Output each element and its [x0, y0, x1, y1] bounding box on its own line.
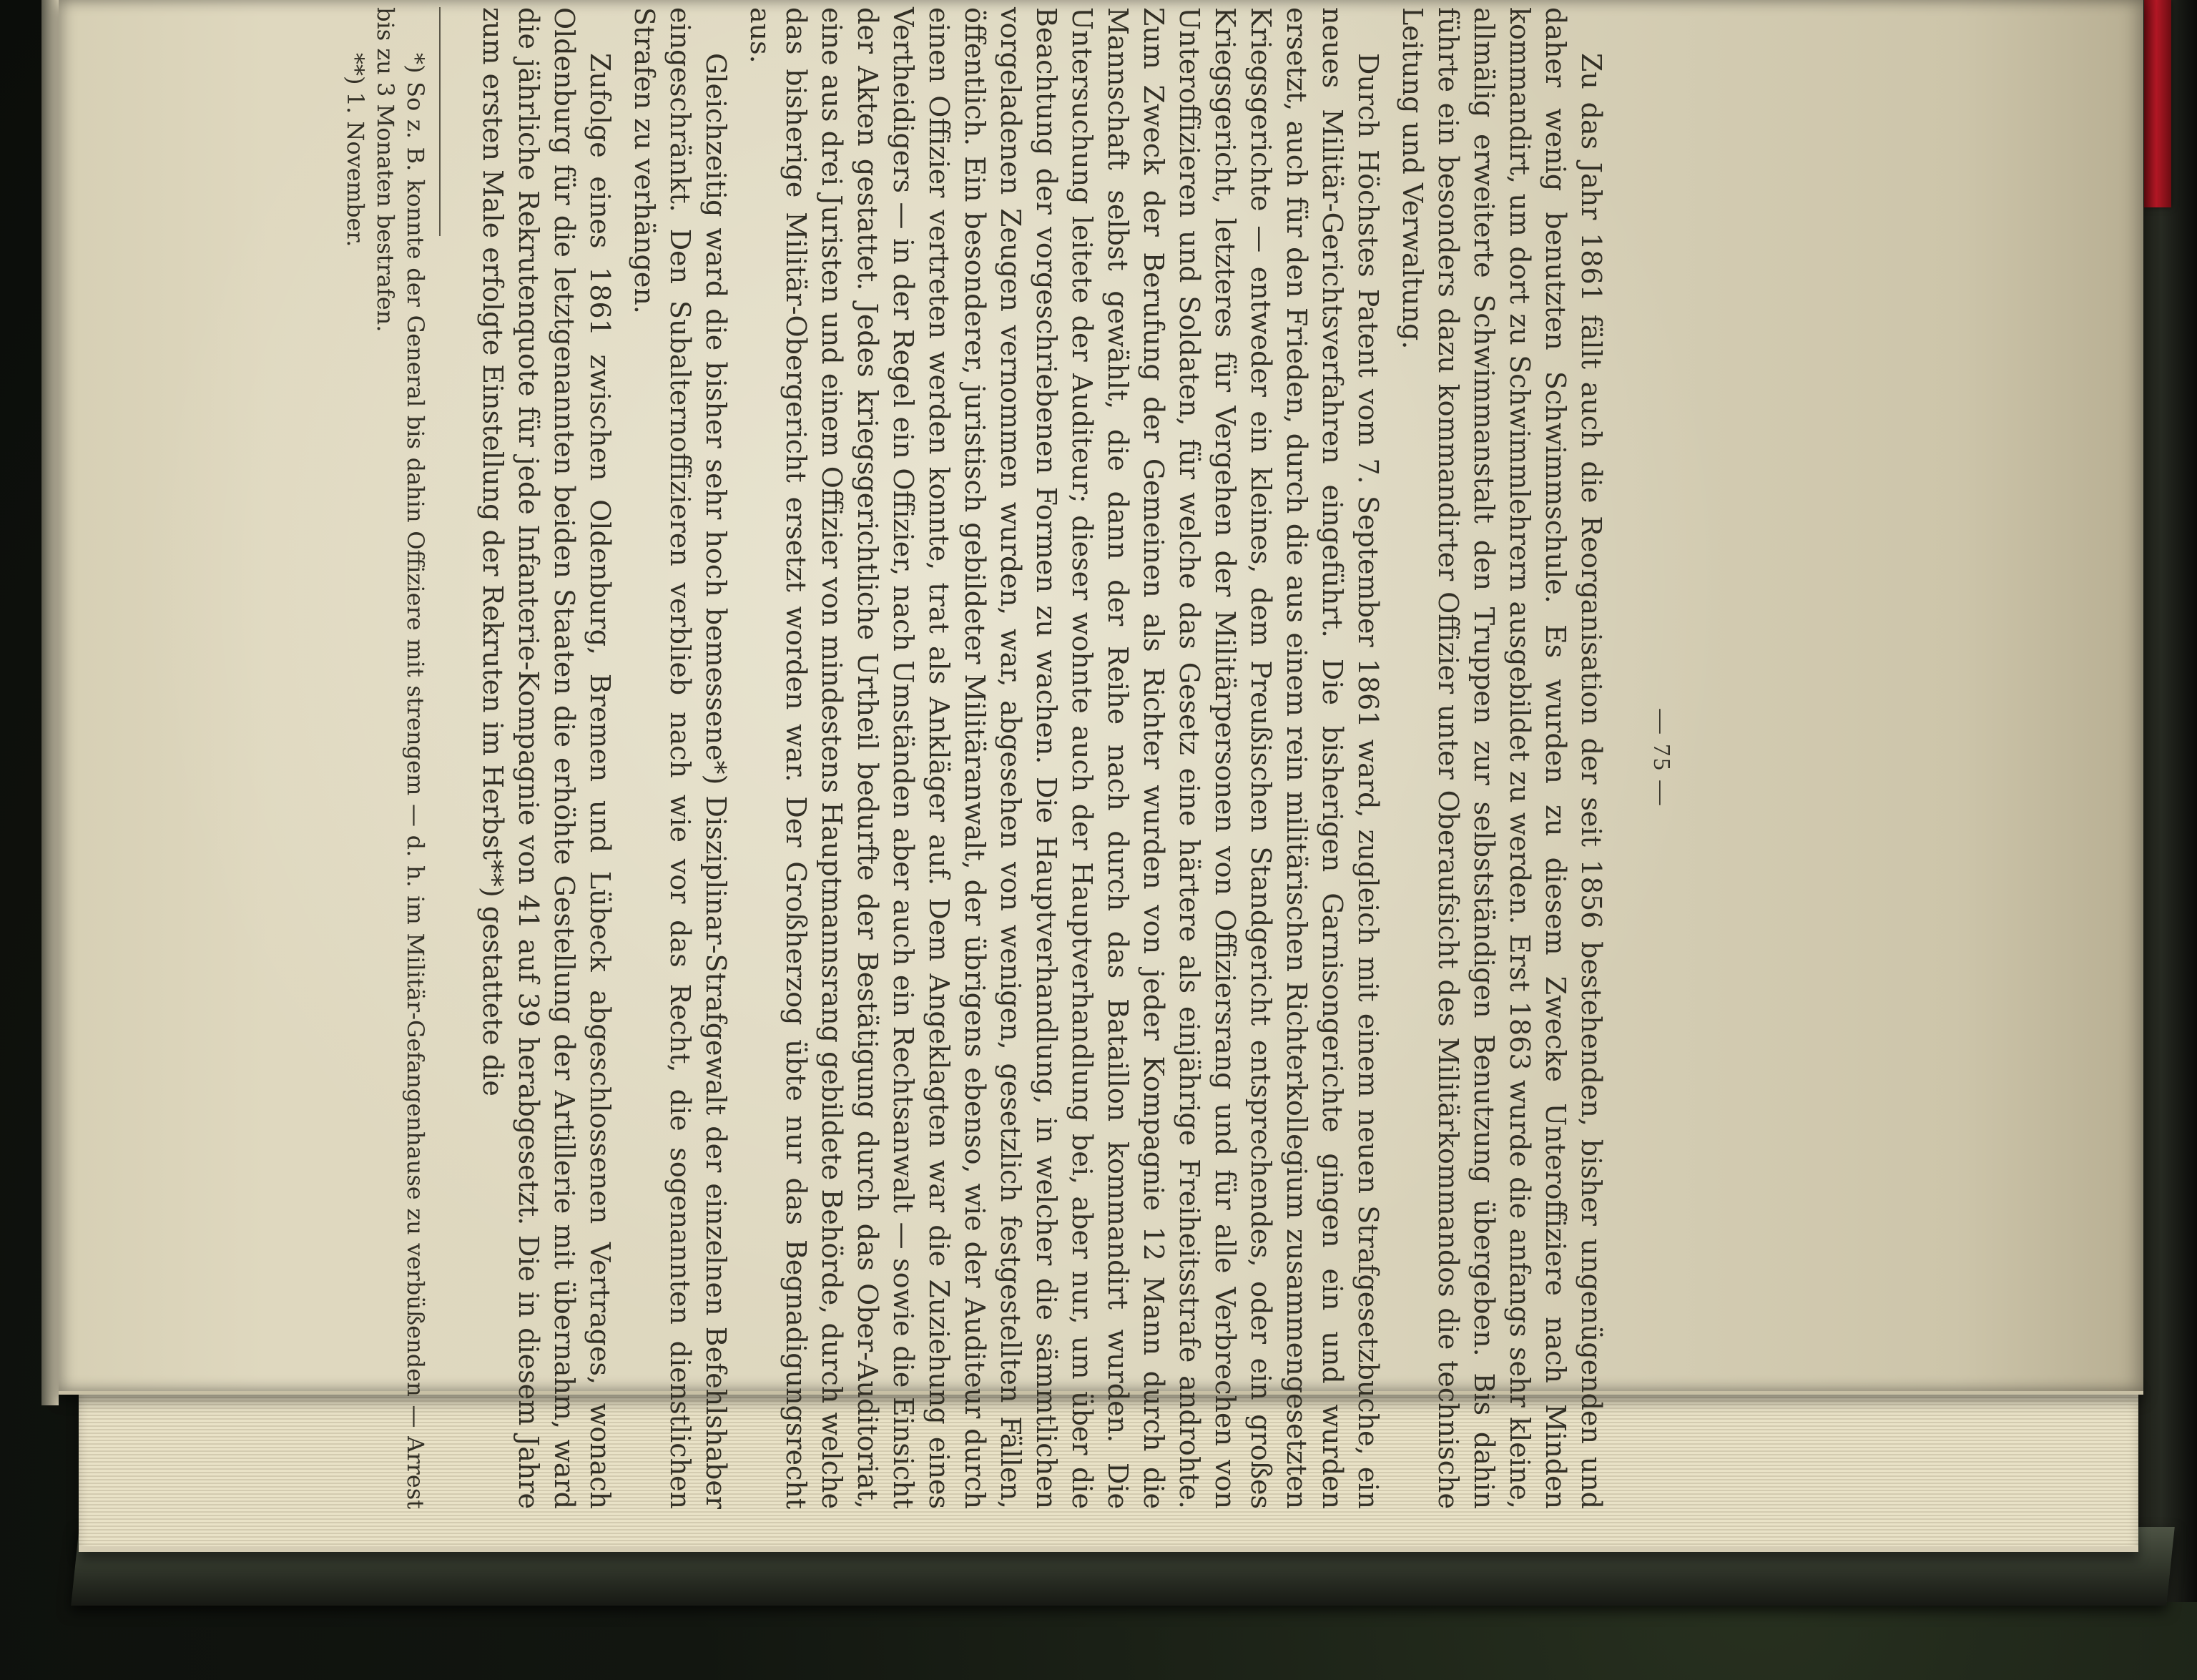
page-number: — 75 —: [1648, 709, 1675, 807]
main-text: [340, 7, 1609, 1509]
paragraph-school-reorganization: Zu das Jahr 1861 fällt auch die Reorganisation der seit 1856 bestehenden, bisher ungenügenden und daher wenig benutzten Schwimmschule. Es wurden zu diesem Zwecke Unteroffiziere nach Minden kommandirt, um dort zu Schwimmlehrern ausgebildet zu werden. Erst 1863 wurde die anfangs sehr kleine, allmälig erweiterte Schwimmanstalt den Truppen zur selbstständigen Benutzung übergeben. Bis dahin führte ein besonders dazu kommandirter Offizier unter Oberaufsicht des Militärkommandos die technische Leitung und Verwaltung.: [1397, 7, 1607, 1509]
paragraph-spacer: [618, 7, 626, 1509]
paragraph-spacer: [734, 7, 742, 1509]
paragraph-recruitment: Zufolge eines 1861 zwischen Oldenburg, Bremen und Lübeck abgeschlossenen Vertrages, wonach Oldenburg für die letztgenannten beiden Staaten die erhöhte Gestellung der Artillerie mit übernahm, ward die jährliche Rekrutenquote für jede Infanterie-Kompagnie von 41 auf 39 herabgesetzt. Die in diesem Jahre zum ersten Male erfolgte Einstellung der Rekruten im Herbst**) gestattete die: [477, 7, 616, 1509]
footnote-first: *) So z. B. konnte der General bis dahin Offiziere mit strengem — d. h. im Militär-Gefangenhause zu verbüßenden — Arrest bis zu 3 Monaten bestrafen.: [372, 7, 429, 1509]
footnote-second: **) 1. November.: [342, 53, 369, 247]
paragraph-spacer: [1386, 7, 1395, 1509]
page-left-shadow: [41, 0, 59, 1405]
red-ribbon-bookmark: [2144, 0, 2171, 207]
rotated-text-column: [342, 7, 1675, 1509]
paragraph-discipline: Gleichzeitig ward die bisher sehr hoch bemessene*) Disziplinar-Strafgewalt der einzelnen Befehlshaber eingeschränkt. Den Subalternoffizieren verblieb nach wie vor das Recht, die sogenannten dienstlichen Strafen zu verhängen.: [629, 7, 732, 1509]
paragraph-military-court: Durch Höchstes Patent vom 7. September 1861 ward, zugleich mit einem neuen Strafgesetzbuche, ein neues Militär-Gerichtsverfahren eingeführt. Die bisherigen Garnisongerichte gingen ein und wurden ersetzt, auch für den Frieden, durch die aus einem rein militärischen Richterkollegium zusammengesetzten Kriegsgerichte — entweder ein kleines, dem Preußischen Standgericht entsprechendes, oder ein großes Kriegsgericht, letzteres für Vergehen der Militärpersonen von Offiziersrang und für alle Verbrechen von Unteroffizieren und Soldaten, für welche das Gesetz eine härtere als einjährige Freiheitsstrafe androhte. Zum Zweck der Berufung der Gemeinen als Richter wurden von jeder Kompagnie 12 Mann durch die Mannschaft selbst gewählt, die dann der Reihe nach durch das Bataillon kommandirt wurden. Die Untersuchung leitete der Auditeur; dieser wohnte auch der Hauptverhandlung bei, aber nur, um über die Beachtung der vorgeschriebenen Formen zu wachen. Die Hauptverhandlung, in welcher die sämmtlichen vorgeladenen Zeugen vernommen wurden, war, abgesehen von wenigen, gesetzlich festgestellten Fällen, öffentlich. Ein besonderer, juristisch gebildeter Militäranwalt, der übrigens ebenso, wie der Auditeur durch einen Offizier vertreten werden konnte, trat als Ankläger auf. Dem Angeklagten war die Zuziehung eines Vertheidigers — in der Regel ein Offizier, nach Umständen aber auch ein Rechtsanwalt — sowie die Einsicht der Akten gestattet. Jedes kriegsgerichtliche Urtheil bedurfte der Bestätigung durch das Ober-Auditoriat, eine aus drei Juristen und einem Offizier von mindestens Hauptmannsrang gebildete Behörde, durch welche das bisherige Militär-Obergericht ersetzt worden war. Der Großherzog übte nur das Begnadigungsrecht aus.: [744, 7, 1384, 1509]
open-book-page: [59, 0, 2143, 1509]
footnote-separator: [439, 7, 441, 236]
